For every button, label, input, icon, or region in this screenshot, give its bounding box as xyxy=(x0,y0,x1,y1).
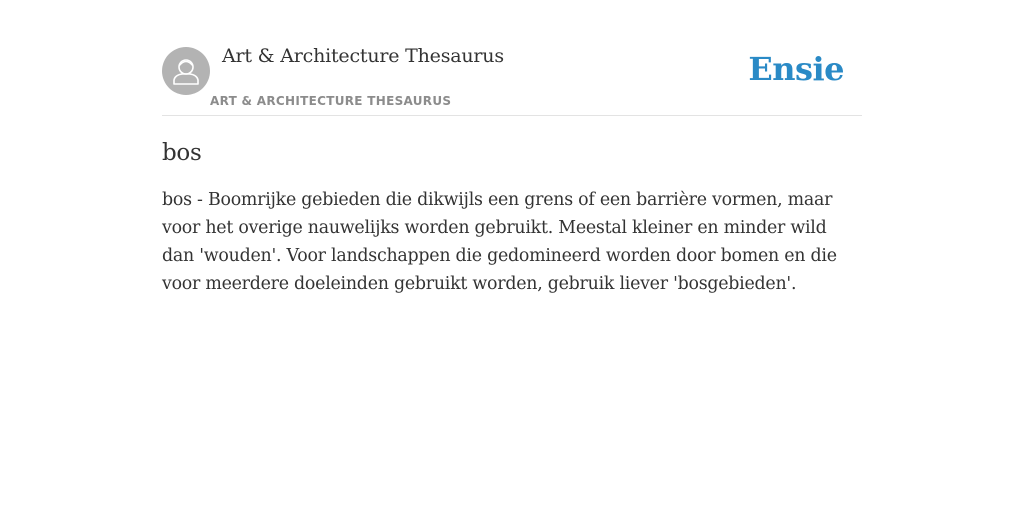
entry-definition: bos - Boomrijke gebieden die dikwijls een grens of een barrière vormen, maar voor het overige nauwelijks worden gebruikt. Meestal kleiner en minder wild dan 'wouden'. Voor landschappen die gedomineerd worden door bomen en die voor meerdere doeleinden gebruikt worden, gebruik liever 'bosgebieden'. xyxy=(162,190,837,294)
content-container xyxy=(162,40,862,298)
user-icon xyxy=(162,47,210,95)
author-subtitle: ART & ARCHITECTURE THESAURUS xyxy=(210,94,452,108)
author-name[interactable]: Art & Architecture Thesaurus xyxy=(222,45,504,67)
brand-logo[interactable]: Ensie xyxy=(748,50,844,88)
header xyxy=(162,40,862,116)
avatar[interactable] xyxy=(162,47,210,95)
entry-term: bos xyxy=(162,140,202,166)
